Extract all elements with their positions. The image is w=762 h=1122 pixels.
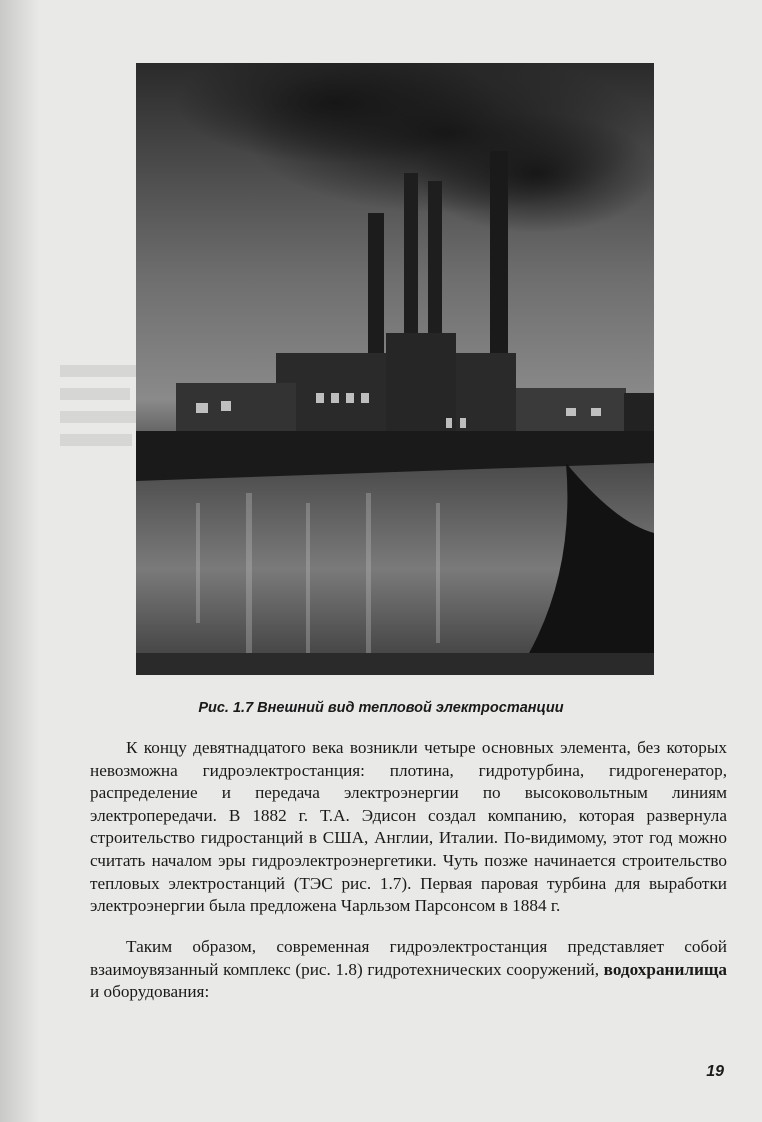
page-edge-shadow (0, 0, 40, 1122)
body-paragraph-1: К концу девятнадцатого века возникли четыре основных элемента, без которых невозможна гидроэлектростанция: плотина, гидротурбина, гидрогенератор, распределение и передача электроэнергии по высоковольтным линиям электропередачи. В 1882 г. Т.А. Эдисон создал компанию, которая развернула строительство гидростанций в США, Англии, Италии. По-видимому, этот год можно считать началом эры гидроэлектроэнергетики. Чуть позже начинается строительство тепловых электростанций (ТЭС рис. 1.7). Первая паровая турбина для выработки электроэнергии была предложена Чарльзом Парсонсом в 1884 г. (90, 738, 727, 916)
bold-term: водохранилища (603, 959, 727, 979)
paragraph-2-text-end: и оборудования: (90, 982, 210, 1002)
bleed-through-text (60, 365, 140, 446)
figure-caption: Рис. 1.7 Внешний вид тепловой электростанции (198, 700, 564, 716)
thermal-power-plant-photo (136, 63, 654, 675)
page-number: 19 (706, 1063, 724, 1080)
paragraph-2-text-start: Таким образом, современная гидроэлектростанция представляет собой взаимоувязанный комплекс (рис. 1.8) гидротехнических сооружений, (90, 937, 727, 979)
body-paragraph-2 (90, 936, 727, 1004)
